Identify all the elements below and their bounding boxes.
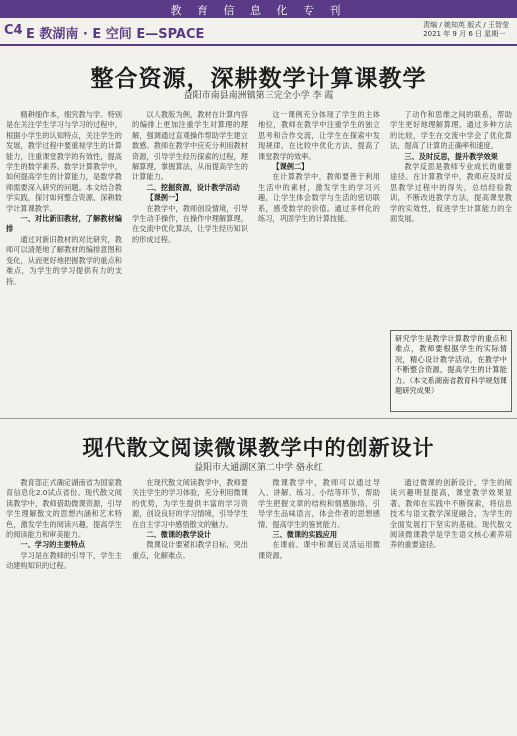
subheading: 二、微课的教学设计	[146, 530, 212, 540]
paragraph: 通过对新旧教材的对比研究，教师可以清楚地了解教材的编排意图和变化，从而更好地把握教学的重点和难点，为学生的学习提供有力的支持。	[6, 234, 122, 286]
article2-title: 现代散文阅读微课教学中的创新设计	[82, 436, 435, 460]
paragraph: 在现代散文阅读教学中，教师要关注学生的学习体验，充分利用微课的优势，为学生提供丰富的学习资源，创设良好的学习情境，引导学生在自主学习中感悟散文的魅力。	[132, 478, 248, 529]
header-row	[0, 20, 517, 42]
subheading: 【课例二】	[272, 162, 309, 172]
article1-column-3	[258, 110, 380, 412]
header-rule	[0, 44, 517, 46]
editor-credit: 责编 / 姚知英 版式 / 王智莹	[423, 21, 509, 29]
newspaper-header	[0, 0, 517, 48]
article1-column-2	[132, 110, 248, 412]
article2-column-1	[6, 478, 122, 732]
paragraph: 学习是在教师的引导下，学生主动建构知识的过程。	[6, 550, 122, 571]
paragraph: 教育部正式确定湖南省为国家教育信息化2.0试点省份。现代散文阅读教学中，教师借助微课资源，引导学生理解散文的思想内涵和艺术特色，激发学生的阅读兴趣，提高学生的阅读能力和审美能力。	[6, 478, 122, 540]
paragraph: 精耕细作本，细究教与学。特别是在关注学生学习与学习的过程中，根据小学生的认知特点，关注学生的发展，教学过程中要重视学生的计算能力，注重课堂教学的有效性，提高学生的数学素养。数学计算教学中，如何提高学生的计算能力，是数学教师需要深入研究的问题。本文结合教学实践，探讨如何整合资源，深耕数学计算课教学。	[6, 110, 122, 213]
article1-column-1	[6, 110, 122, 412]
article1-column-4	[390, 110, 512, 326]
article1-byline: 益阳市南县南洲镇第三完全小学 李 霞	[183, 91, 334, 101]
subheading: 三、微课的实践应用	[272, 530, 338, 540]
article1-closing-box	[390, 330, 512, 412]
paragraph: 通过微课的创新设计，学生的阅读兴趣明显提高，课堂教学效果显著。教师在实践中不断探索，将信息技术与语文教学深度融合，为学生的全面发展打下坚实的基础。现代散文阅读微课教学是学生语文核心素养培养的重要途径。	[390, 478, 512, 550]
paragraph: 在课前、课中和课后灵活运用微课资源。	[258, 540, 380, 560]
paragraph: 这一课例充分体现了学生的主体地位，教师在教学中注重学生的独立思考和合作交流，让学生在探索中发现规律，在比较中优化方法，提高了课堂教学的效率。	[258, 110, 380, 161]
page-code: C4	[4, 23, 23, 38]
paragraph: 教学反思是教师专业成长的重要途径。在计算教学中，教师应及时反思教学过程中的得失，总结经验教训，不断改进教学方法，提高课堂教学的实效性，促进学生计算能力的全面发展。	[390, 162, 512, 224]
header-meta	[423, 21, 509, 39]
article1-title: 整合资源，深耕数学计算课教学	[90, 66, 427, 92]
paragraph: 在计算教学中，教师要善于利用生活中的素材，激发学生的学习兴趣，让学生体会数学与生活的密切联系，感受数学的价值。通过多样化的练习，巩固学生的计算技能。	[258, 172, 380, 224]
article1-closing-text: 研究学生是教学计算教学的重点和难点，教师要根据学生的实际情况，精心设计教学活动，在教学中不断整合资源，提高学生的计算能力。（本文系湖南省教育科学规划课题研究成果）	[395, 334, 507, 396]
paragraph: 在教学中，教师创设情境，引导学生动手操作，在操作中理解算理，在交流中优化算法，让学生经历知识的形成过程。	[132, 203, 248, 244]
article2-column-4	[390, 478, 512, 732]
article-divider	[0, 418, 517, 419]
supplement-motto: 教 育 信 息 化 专 刊	[170, 4, 347, 17]
paragraph: 微课设计要紧扣教学目标，突出重点，化解难点。	[132, 540, 248, 560]
paragraph: 微课教学中，教师可以通过导入、讲解、练习、小结等环节，帮助学生把握文章的结构和情感脉络，引导学生品味语言，体会作者的思想感情，提高学生的鉴赏能力。	[258, 478, 380, 529]
article2-column-3	[258, 478, 380, 732]
subheading: 一、对比新旧教材，了解教材编排	[6, 214, 122, 234]
subheading: 一、学习的主要特点	[20, 540, 86, 550]
article2-byline: 益阳市大通湖区第二中学 骆永红	[194, 463, 323, 473]
article2-column-2	[132, 478, 248, 732]
section-title: E 教湖南 · E 空间 E—SPACE	[26, 27, 205, 42]
subheading: 二、挖掘资源，设计教学活动	[146, 182, 240, 192]
paragraph: 以人教版为例，教材在计算内容的编排上更加注重学生对算理的理解，强调通过直观操作帮助学生建立数感。教师在教学中应充分利用教材资源，引导学生经历探索的过程，理解算理，掌握算法，从而提高学生的计算能力。	[132, 110, 248, 182]
paragraph: 了动作和思维之间的联系，帮助学生更好地理解算理。通过多种方法的比较，学生在交流中学会了优化算法，提高了计算的正确率和速度。	[390, 110, 512, 151]
subheading: 【课例一】	[146, 193, 183, 203]
issue-date: 2021 年 9 月 6 日 星期一	[423, 30, 506, 38]
header-band	[0, 0, 517, 18]
subheading: 三、及时反思，提升教学效果	[404, 151, 498, 161]
